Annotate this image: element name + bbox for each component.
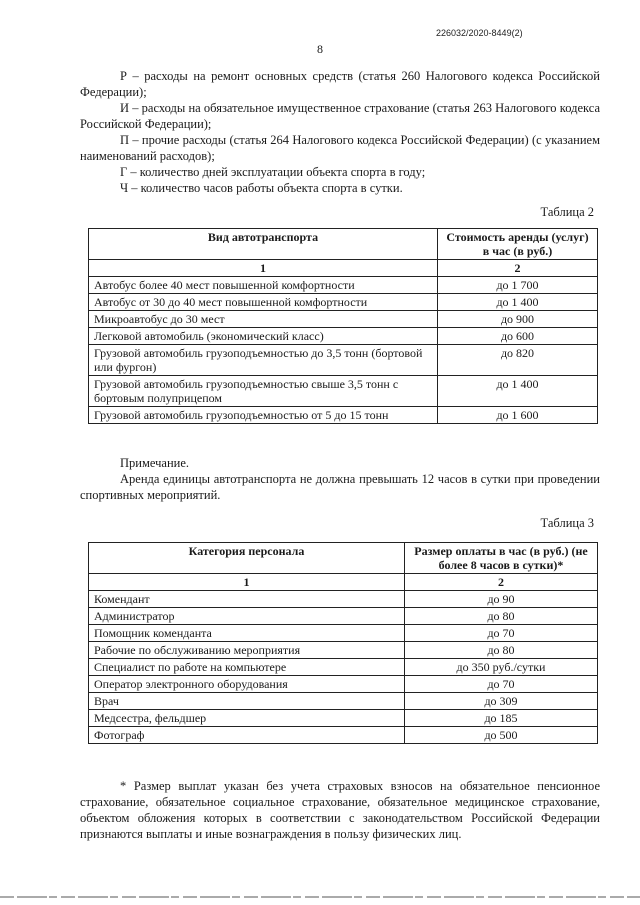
rental-cost: до 820 [438,345,598,376]
rental-cost: до 1 600 [438,407,598,424]
vehicle-rental-table [88,228,598,424]
table3-label: Таблица 3 [540,516,594,530]
table-row [89,659,598,676]
footnote-block [80,778,600,842]
table-header-row [89,543,598,574]
table-row [89,294,598,311]
rental-cost: до 1 700 [438,277,598,294]
table-row [89,693,598,710]
table-header-row [89,229,598,260]
column-number: 1 [89,574,405,591]
table-row [89,676,598,693]
column-number: 2 [438,260,598,277]
rental-cost: до 1 400 [438,376,598,407]
hourly-rate: до 80 [405,608,598,625]
column-number-row [89,260,598,277]
hourly-rate: до 70 [405,676,598,693]
definition-r: Р – расходы на ремонт основных средств (статья 260 Налогового кодекса Российской Федерации); [80,69,600,99]
staff-category: Оператор электронного оборудования [89,676,405,693]
column-header: Категория персонала [89,543,405,574]
vehicle-type: Грузовой автомобиль грузоподъемностью до 3,5 тонн (бортовой или фургон) [89,345,438,376]
column-header: Вид автотранспорта [89,229,438,260]
definition-g: Г – количество дней эксплуатации объекта спорта в году; [120,165,426,179]
table-row [89,625,598,642]
table-row [89,328,598,345]
note-text: Аренда единицы автотранспорта не должна превышать 12 часов в сутки при проведении спортивных мероприятий. [80,472,600,502]
definition-p: П – прочие расходы (статья 264 Налогового кодекса Российской Федерации) (с указанием наименований расходов); [80,133,600,163]
hourly-rate: до 90 [405,591,598,608]
hourly-rate: до 500 [405,727,598,744]
table-row [89,345,598,376]
hourly-rate: до 350 руб./сутки [405,659,598,676]
scan-edge-artifact [0,894,640,900]
table-row [89,277,598,294]
staff-category: Комендант [89,591,405,608]
table-row [89,642,598,659]
staff-pay-table [88,542,598,744]
note-title: Примечание. [120,456,190,470]
table2-label: Таблица 2 [540,205,594,219]
column-number: 2 [405,574,598,591]
table-row [89,376,598,407]
vehicle-type: Микроавтобус до 30 мест [89,311,438,328]
hourly-rate: до 80 [405,642,598,659]
staff-category: Специалист по работе на компьютере [89,659,405,676]
rental-cost: до 900 [438,311,598,328]
vehicle-type: Легковой автомобиль (экономический класс) [89,328,438,345]
column-header: Стоимость аренды (услуг) в час (в руб.) [438,229,598,260]
vehicle-type: Грузовой автомобиль грузоподъемностью свыше 3,5 тонн с бортовым полуприцепом [89,376,438,407]
column-header: Размер оплаты в час (в руб.) (не более 8 часов в сутки)* [405,543,598,574]
table-row [89,311,598,328]
table-row [89,407,598,424]
staff-category: Врач [89,693,405,710]
hourly-rate: до 309 [405,693,598,710]
staff-category: Администратор [89,608,405,625]
table-row [89,727,598,744]
hourly-rate: до 70 [405,625,598,642]
rental-cost: до 600 [438,328,598,345]
note-block [80,455,600,503]
staff-category: Рабочие по обслуживанию мероприятия [89,642,405,659]
vehicle-type: Автобус более 40 мест повышенной комфортности [89,277,438,294]
rental-cost: до 1 400 [438,294,598,311]
definition-ch: Ч – количество часов работы объекта спорта в сутки. [120,181,403,195]
definition-i: И – расходы на обязательное имущественное страхование (статья 263 Налогового кодекса Российской Федерации); [80,101,600,131]
column-number: 1 [89,260,438,277]
document-id: 226032/2020-8449(2) [436,28,523,38]
table-row [89,591,598,608]
staff-category: Фотограф [89,727,405,744]
hourly-rate: до 185 [405,710,598,727]
staff-category: Медсестра, фельдшер [89,710,405,727]
definitions-block [80,68,600,196]
staff-category: Помощник коменданта [89,625,405,642]
page-number: 8 [317,42,323,56]
table-row [89,608,598,625]
vehicle-type: Автобус от 30 до 40 мест повышенной комфортности [89,294,438,311]
footnote-text: * Размер выплат указан без учета страховых взносов на обязательное пенсионное страхование, обязательное социальное страхование, обязательное медицинское страхование, объектом обложения которых в соответствии с законодательством Российской Федерации признаются выплаты и иные вознаграждения в пользу физических лиц. [80,779,600,841]
table-row [89,710,598,727]
vehicle-type: Грузовой автомобиль грузоподъемностью от 5 до 15 тонн [89,407,438,424]
column-number-row [89,574,598,591]
